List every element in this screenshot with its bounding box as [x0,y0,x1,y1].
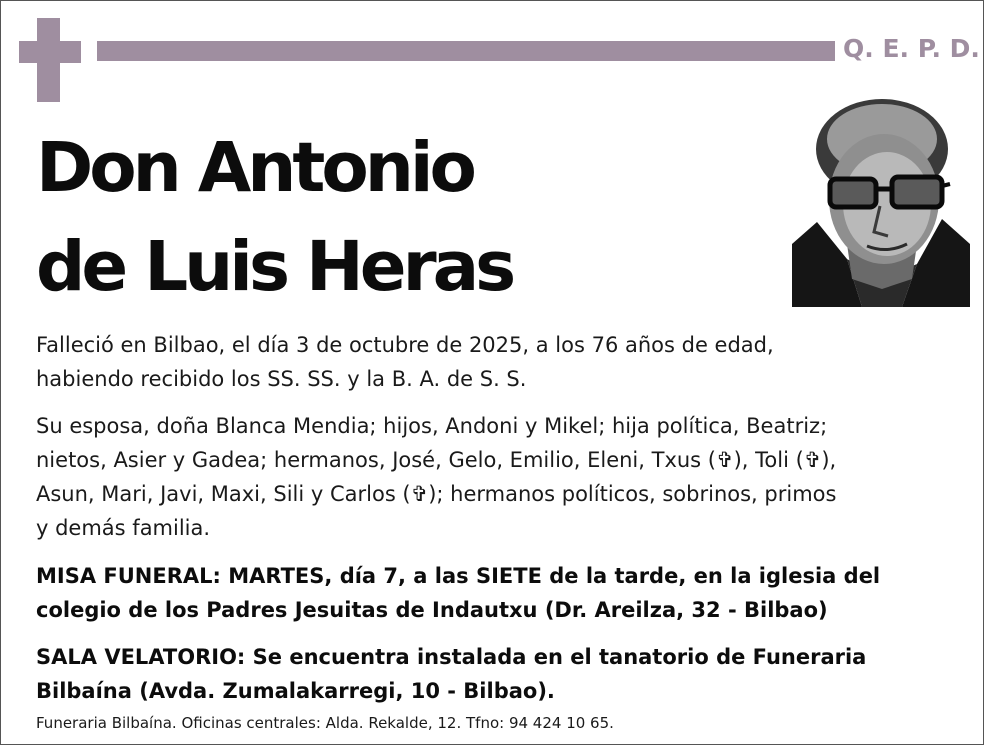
family-line: Asun, Mari, Javi, Maxi, Sili y Carlos (✞); hermanos políticos, sobrinos, primos [36,482,837,506]
wake-line: SALA VELATORIO: Se encuentra instalada en el tanatorio de Funeraria [36,645,867,669]
deceased-name-line1: Don Antonio [36,128,473,208]
funeral-line: MISA FUNERAL: MARTES, día 7, a las SIETE de la tarde, en la iglesia del [36,564,881,588]
funeral-line: colegio de los Padres Jesuitas de Indautxu (Dr. Areilza, 32 - Bilbao) [36,598,828,622]
wake-room [36,640,946,708]
deceased-name-line2: de Luis Heras [36,227,513,307]
header-bar [97,41,835,61]
wake-line: Bilbaína (Avda. Zumalakarregi, 10 - Bilbao). [36,679,555,703]
family-list [36,409,946,545]
death-notice-line: habiendo recibido los SS. SS. y la B. A. de S. S. [36,367,527,391]
footer-text: Funeraria Bilbaína. Oficinas centrales: Alda. Rekalde, 12. Tfno: 94 424 10 65. [36,714,614,732]
portrait-photo [792,94,970,307]
family-line: nietos, Asier y Gadea; hermanos, José, Gelo, Emilio, Eleni, Txus (✞), Toli (✞), [36,448,837,472]
death-notice-line: Falleció en Bilbao, el día 3 de octubre de 2025, a los 76 años de edad, [36,333,774,357]
qepd-label: Q. E. P. D. [843,34,980,63]
funeral-mass [36,559,946,627]
death-notice [36,328,946,396]
family-line: Su esposa, doña Blanca Mendia; hijos, Andoni y Mikel; hija política, Beatriz; [36,414,828,438]
family-line: y demás familia. [36,516,211,540]
